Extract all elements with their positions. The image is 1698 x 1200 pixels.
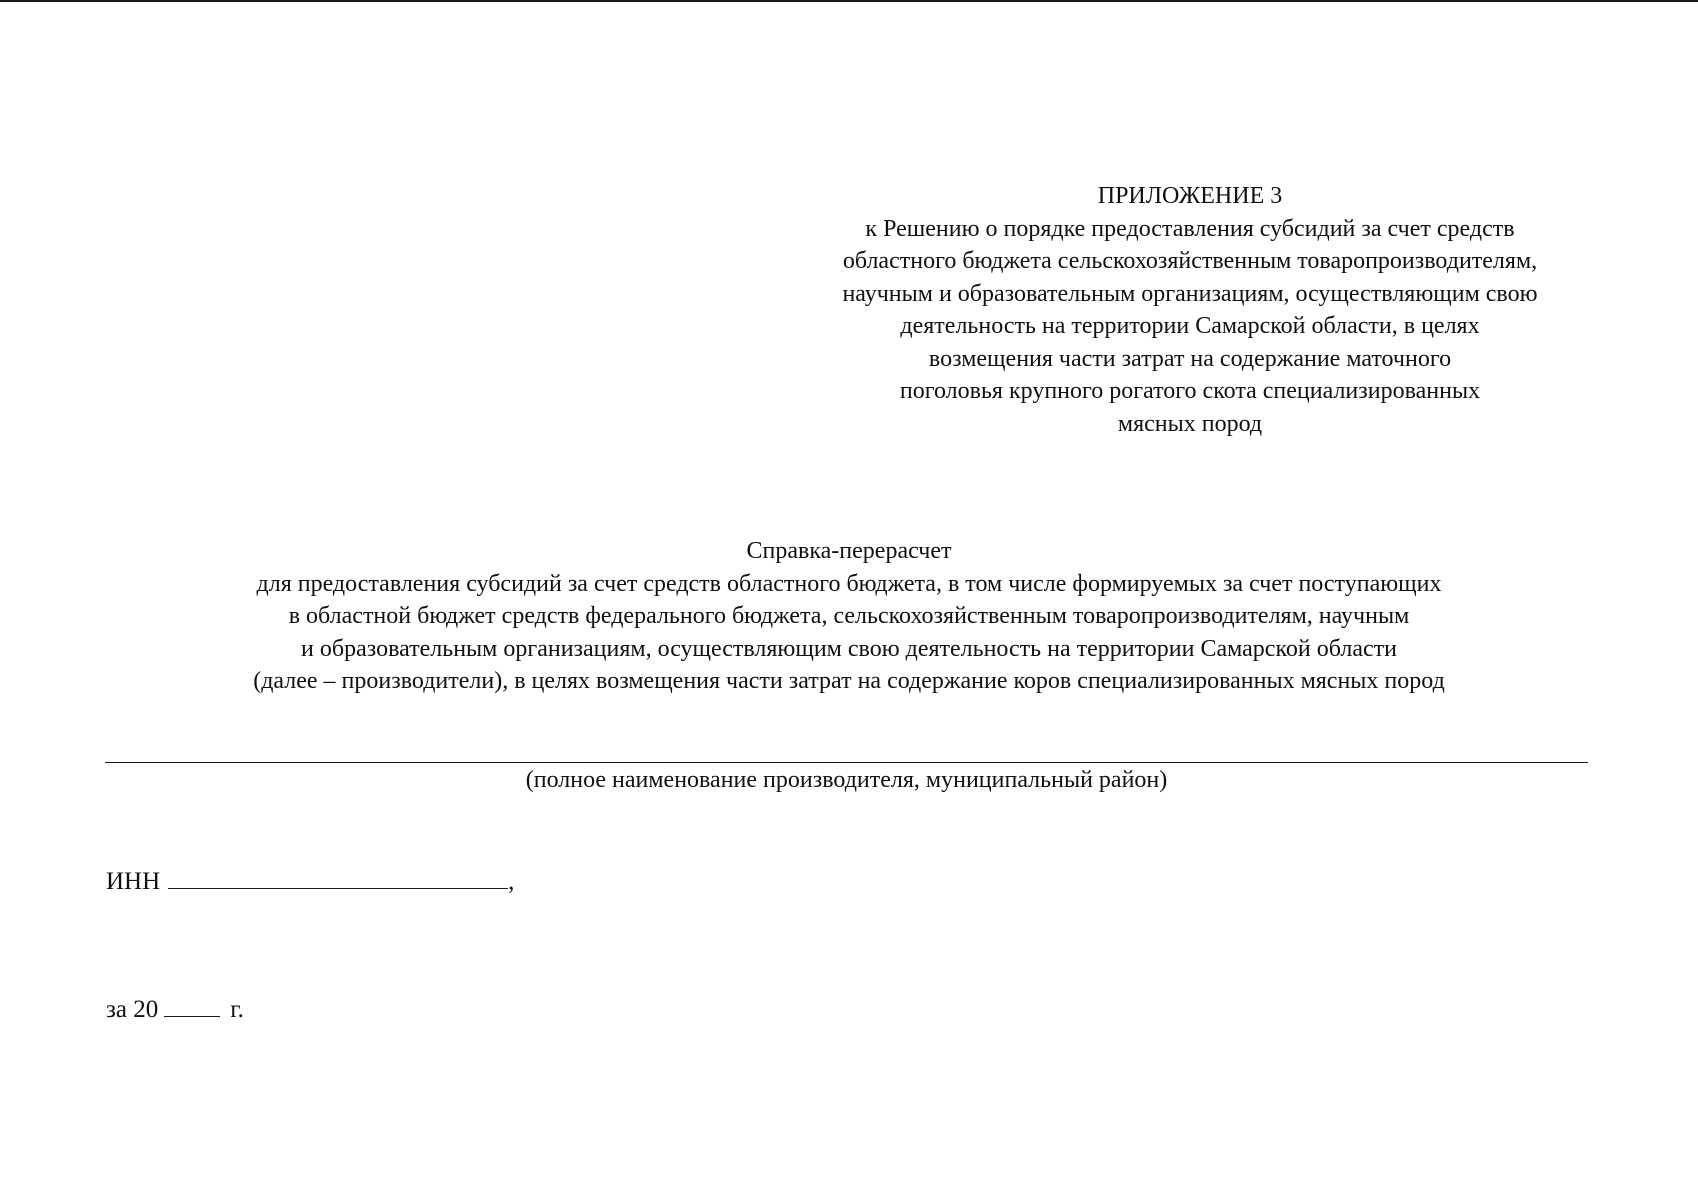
producer-name-field[interactable] xyxy=(105,762,1588,763)
period-prefix: за 20 xyxy=(106,996,159,1023)
appendix-line: областного бюджета сельскохозяйственным товаропроизводителям, xyxy=(842,248,1538,274)
appendix-block xyxy=(740,180,1640,440)
period-suffix: г. xyxy=(230,996,244,1023)
inn-field[interactable] xyxy=(168,866,508,889)
appendix-line: научным и образовательным организациям, осуществляющим свою xyxy=(842,280,1538,307)
appendix-title: ПРИЛОЖЕНИЕ 3 xyxy=(1097,183,1283,209)
heading-line: и образовательным организациям, осуществляющим свою деятельность на территории Самарской области xyxy=(301,635,1397,662)
page-top-border xyxy=(0,0,1698,2)
inn-suffix: , xyxy=(508,868,515,895)
appendix-line: деятельность на территории Самарской области, в целях xyxy=(900,313,1480,339)
producer-name-caption: (полное наименование производителя, муниципальный район) xyxy=(525,767,1168,793)
appendix-line: поголовья крупного рогатого скота специализированных xyxy=(899,378,1481,404)
appendix-line: возмещения части затрат на содержание маточного xyxy=(928,345,1452,372)
year-field[interactable] xyxy=(164,994,220,1017)
appendix-line: к Решению о порядке предоставления субсидий за счет средств xyxy=(865,215,1515,242)
period-row xyxy=(106,994,244,1026)
inn-row xyxy=(106,866,514,898)
heading-line: в областной бюджет средств федерального бюджета, сельскохозяйственным товаропроизводителям, научным xyxy=(288,603,1410,629)
document-heading xyxy=(40,535,1658,698)
inn-label: ИНН xyxy=(106,868,161,895)
heading-line: (далее – производители), в целях возмещения части затрат на содержание коров специализированных мясных пород xyxy=(253,668,1445,694)
appendix-line: мясных пород xyxy=(1117,410,1263,437)
heading-line: для предоставления субсидий за счет средств областного бюджета, в том числе формируемых за счет поступающих xyxy=(256,570,1442,597)
document-title: Справка-перерасчет xyxy=(746,538,952,564)
